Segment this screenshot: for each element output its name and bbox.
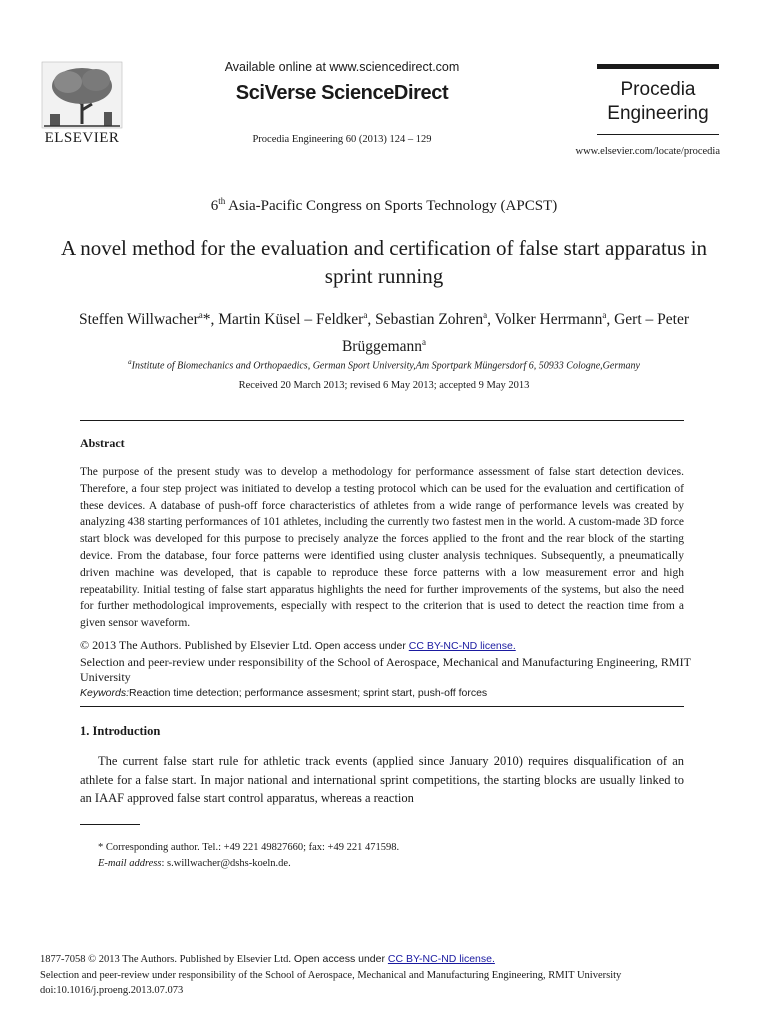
author-affil-mark: a (198, 310, 203, 320)
keywords-line (80, 686, 700, 702)
footer-open-access-text: Open access under (291, 953, 388, 965)
abstract-bottom-rule (80, 706, 684, 707)
license-link[interactable]: CC BY-NC-ND license. (408, 640, 516, 652)
elsevier-logo (40, 60, 124, 146)
abstract-heading: Abstract (80, 436, 125, 450)
author-name: Volker Herrmann (494, 311, 603, 329)
email-line: E-mail address: s.willwacher@dshs-koeln.de. (98, 857, 291, 869)
copyright-text: © 2013 The Authors. Published by Elsevier Ltd. (80, 638, 312, 652)
introduction-body: The current false start rule for athletic track events (applied since January 2010) requires disqualification of an athlete for a false start. In major national and international sprint competitions, the starting blocks are usually linked to an IAAF approved false start control apparatus, whereas a reaction (80, 754, 684, 805)
congress-number: 6 (210, 198, 219, 214)
affiliation (40, 358, 728, 371)
author-name: Martin Küsel – Feldker (218, 311, 364, 329)
journal-url[interactable]: www.elsevier.com/locate/procedia (575, 146, 720, 157)
abstract-body: The purpose of the present study was to develop a methodology for performance assessment of false start detection devices. Therefore, a four step project was initiated to develop a testing protocol which can be used for the evaluation and certification of these devices. A database of push-off force characteristics of athletes from a wide range of performance levels was created by analyzing 438 starting performances of 101 athletes, including the currently two fastest men in the world. A custom-made 3D force start block was developed for this purpose to precisely analyze the forces applied to the front and the rear block of the starting device. From the database, four force patterns were identified using cluster analysis techniques. Subsequently, a pneumatically driven machine was developed, that is capable to reproduce these force patterns with a low measurement error and high repeatability. Initial testing of false start apparatus highlights the need for further improvements of the systems, but also the need for further methodological improvements, especially with respect to the criterion that is used to detect the reaction time from a given sensor waveform. (80, 466, 684, 630)
affiliation-text: Institute of Biomechanics and Orthopaedics, German Sport University,Am Sportpark Müngersdorf 6, 50933 Cologne,Germany (131, 360, 640, 372)
keywords-text: Reaction time detection; performance assesment; sprint start, push-off forces (129, 686, 488, 699)
issn-line (40, 952, 740, 968)
journal-citation: Procedia Engineering 60 (2013) 124 – 129 (252, 134, 432, 145)
footer-peer-review: Selection and peer-review under responsibility of the School of Aerospace, Mechanical and Manufacturing Engineering, RMIT University (40, 969, 622, 981)
journal-title-line1: Procedia (620, 79, 696, 100)
journal-title-line2: Engineering (607, 103, 709, 124)
platform-name: SciVerse ScienceDirect (235, 82, 449, 104)
available-online-text: Available online at www.sciencedirect.com (224, 60, 460, 74)
author-list (60, 304, 708, 358)
author-separator: *, (202, 311, 219, 329)
issn-text: 1877-7058 © 2013 The Authors. Published by Elsevier Ltd. (40, 954, 292, 965)
journal-box-top-rule (597, 64, 719, 69)
abstract-notes (80, 638, 700, 701)
affiliation-mark: a (128, 358, 132, 366)
footnote-rule (80, 824, 140, 825)
abstract-top-rule (80, 420, 684, 421)
congress-name: Asia-Pacific Congress on Sports Technology (APCST) (225, 198, 558, 214)
copyright-line (80, 638, 700, 655)
author-affil-mark: a (363, 310, 368, 320)
journal-title-box (597, 78, 719, 126)
keywords-label: Keywords: (80, 686, 130, 699)
introduction-heading: 1. Introduction (80, 724, 161, 738)
author-affil-mark: a (422, 337, 427, 348)
congress-line (40, 196, 728, 215)
journal-box-bottom-rule (597, 134, 719, 135)
doi[interactable]: doi:10.1016/j.proeng.2013.07.073 (40, 985, 184, 996)
paper-title: A novel method for the evaluation and certification of false start apparatus in sprint running (60, 236, 708, 288)
author-separator: , (606, 311, 615, 329)
peer-review-statement: Selection and peer-review under responsibility of the School of Aerospace, Mechanical and Manufacturing Engineering, RMIT University (80, 654, 691, 684)
author-separator: , (487, 311, 495, 329)
author-affil-mark: a (483, 310, 488, 320)
publisher-name: ELSEVIER (44, 130, 120, 146)
footnote (98, 840, 698, 871)
received-dates: Received 20 March 2013; revised 6 May 2013; accepted 9 May 2013 (238, 380, 530, 391)
page-footer (40, 952, 740, 999)
email-address[interactable]: s.willwacher@dshs-koeln.de. (167, 857, 291, 869)
corresponding-author-note: * Corresponding author. Tel.: +49 221 49827660; fax: +49 221 471598. (98, 842, 400, 853)
author-name: Gert – Peter Brüggemann (341, 311, 689, 356)
footer-license-link[interactable]: CC BY-NC-ND license. (387, 953, 495, 965)
email-label: E-mail address (98, 857, 162, 869)
author-separator: , (367, 311, 376, 329)
author-affil-mark: a (602, 310, 607, 320)
congress-ordinal: th (218, 196, 226, 206)
author-name: Sebastian Zohren (375, 311, 484, 329)
open-access-text: Open access under (311, 640, 409, 652)
author-name: Steffen Willwacher (78, 311, 199, 329)
